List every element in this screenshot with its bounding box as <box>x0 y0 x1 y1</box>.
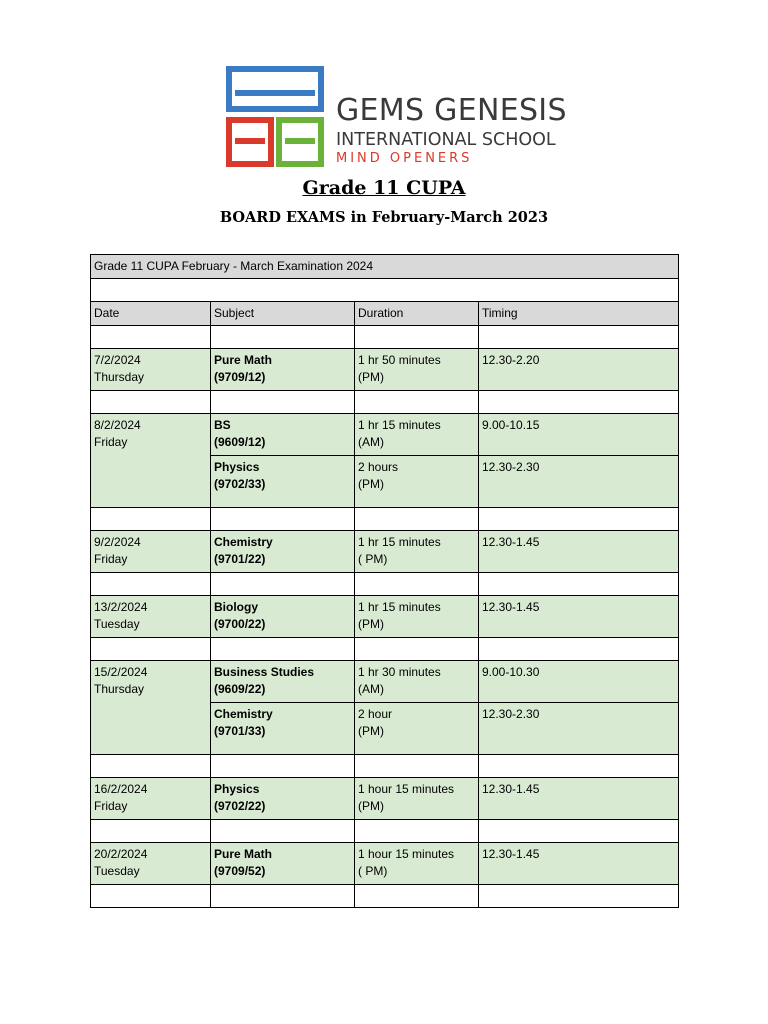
exam-duration-cell-text: 1 hr 15 minutes <box>358 418 441 432</box>
exam-timing-cell-text: 9.00-10.30 <box>482 665 540 679</box>
exam-duration-cell <box>354 777 479 820</box>
spacer-cell <box>90 390 211 414</box>
header-duration <box>354 301 479 326</box>
exam-date-cell <box>90 348 211 391</box>
exam-subject-cell-text: Pure Math <box>214 847 273 861</box>
exam-date-cell-text: 20/2/2024 <box>94 847 148 861</box>
exam-timing-cell <box>478 348 679 391</box>
exam-duration-cell <box>354 413 479 456</box>
exam-subject-cell-text: (9701/33) <box>214 724 266 738</box>
exam-timing-cell-text: 9.00-10.15 <box>482 418 540 432</box>
spacer-cell <box>210 819 355 843</box>
exam-date-cell <box>90 842 211 885</box>
exam-timing-cell-text: 12.30-2.20 <box>482 353 540 367</box>
spacer-cell <box>90 754 211 778</box>
exam-date-cell <box>90 530 211 573</box>
spacer-cell <box>478 819 679 843</box>
exam-duration-cell-text: 1 hr 30 minutes <box>358 665 441 679</box>
exam-timing-cell <box>478 413 679 456</box>
exam-timing-cell-text: 12.30-2.30 <box>482 707 540 721</box>
page-title: Grade 11 CUPA <box>302 177 466 199</box>
exam-date-cell-text: 16/2/2024 <box>94 782 148 796</box>
exam-duration-cell-text: ( PM) <box>358 864 388 878</box>
exam-subject-cell <box>210 702 355 755</box>
exam-date-cell-text: Tuesday <box>94 617 140 631</box>
school-logo <box>226 66 567 168</box>
exam-subject-cell <box>210 842 355 885</box>
exam-subject-cell-text: (9701/22) <box>214 552 266 566</box>
exam-timing-cell <box>478 702 679 755</box>
header-date-text: Date <box>94 306 120 320</box>
exam-duration-cell-text: (PM) <box>358 724 384 738</box>
exam-duration-cell-text: 2 hours <box>358 460 399 474</box>
spacer-cell <box>210 390 355 414</box>
exam-subject-cell <box>210 777 355 820</box>
exam-timing-cell <box>478 530 679 573</box>
exam-timing-cell <box>478 777 679 820</box>
spacer-cell <box>90 884 211 908</box>
exam-subject-cell-text: Pure Math <box>214 353 273 367</box>
exam-duration-cell-text: (PM) <box>358 799 384 813</box>
exam-timing-cell <box>478 595 679 638</box>
exam-subject-cell-text: (9709/52) <box>214 864 266 878</box>
header-duration-text: Duration <box>358 306 404 320</box>
spacer-cell <box>478 637 679 661</box>
logo-name: GEMS GENESIS <box>336 93 567 128</box>
exam-duration-cell-text: 1 hour 15 minutes <box>358 782 455 796</box>
exam-date-cell <box>90 595 211 638</box>
header-subject <box>210 301 355 326</box>
exam-subject-cell-text: Business Studies <box>214 665 315 679</box>
spacer-cell <box>210 507 355 531</box>
exam-subject-cell <box>210 660 355 703</box>
exam-duration-cell-text: 1 hr 15 minutes <box>358 600 441 614</box>
exam-subject-cell-text: (9709/12) <box>214 370 266 384</box>
spacer-cell <box>354 754 479 778</box>
logo-tagline: MIND OPENERS <box>336 151 473 166</box>
spacer-cell <box>90 819 211 843</box>
exam-subject-cell-text: Physics <box>214 460 260 474</box>
logo-mark-icon <box>226 66 326 168</box>
spacer-cell <box>478 390 679 414</box>
exam-subject-cell <box>210 595 355 638</box>
exam-duration-cell-text: 1 hour 15 minutes <box>358 847 455 861</box>
spacer-cell <box>354 884 479 908</box>
exam-duration-cell <box>354 702 479 755</box>
exam-subject-cell-text: Chemistry <box>214 707 273 721</box>
spacer-cell <box>90 325 211 349</box>
page-subtitle: BOARD EXAMS in February-March 2023 <box>219 209 549 226</box>
exam-date-cell <box>90 413 211 508</box>
exam-timing-cell-text: 12.30-1.45 <box>482 600 540 614</box>
spacer-cell <box>210 325 355 349</box>
exam-subject-cell-text: (9702/22) <box>214 799 266 813</box>
spacer-cell <box>354 507 479 531</box>
exam-timing-cell <box>478 842 679 885</box>
exam-timing-cell <box>478 660 679 703</box>
exam-subject-cell-text: (9702/33) <box>214 477 266 491</box>
exam-duration-cell <box>354 530 479 573</box>
exam-subject-cell <box>210 530 355 573</box>
header-date <box>90 301 211 326</box>
exam-subject-cell-text: Chemistry <box>214 535 273 549</box>
exam-date-cell-text: Thursday <box>94 682 145 696</box>
exam-timing-cell-text: 12.30-2.30 <box>482 460 540 474</box>
spacer-cell <box>354 390 479 414</box>
exam-schedule-table <box>90 254 678 920</box>
exam-duration-cell <box>354 842 479 885</box>
exam-subject-cell <box>210 413 355 456</box>
exam-duration-cell-text: (AM) <box>358 682 384 696</box>
exam-duration-cell-text: 2 hour <box>358 707 393 721</box>
exam-duration-cell-text: ( PM) <box>358 552 388 566</box>
header-timing-text: Timing <box>482 306 518 320</box>
exam-subject-cell-text: Physics <box>214 782 260 796</box>
header-subject-text: Subject <box>214 306 255 320</box>
spacer-cell <box>354 572 479 596</box>
table-caption <box>90 254 679 279</box>
spacer-cell <box>90 507 211 531</box>
table-caption-text: Grade 11 CUPA February - March Examination 2024 <box>94 259 374 273</box>
exam-date-cell-text: Friday <box>94 799 128 813</box>
exam-subject-cell-text: (9700/22) <box>214 617 266 631</box>
exam-date-cell-text: Thursday <box>94 370 145 384</box>
spacer-cell <box>478 754 679 778</box>
exam-duration-cell-text: (PM) <box>358 370 384 384</box>
exam-duration-cell <box>354 660 479 703</box>
spacer-cell <box>478 572 679 596</box>
exam-subject-cell-text: Biology <box>214 600 258 614</box>
spacer-cell <box>478 507 679 531</box>
spacer-cell <box>210 637 355 661</box>
exam-subject-cell-text: (9609/12) <box>214 435 266 449</box>
spacer-cell <box>210 572 355 596</box>
spacer-cell <box>210 754 355 778</box>
spacer-cell <box>210 884 355 908</box>
exam-duration-cell-text: (AM) <box>358 435 384 449</box>
exam-subject-cell <box>210 348 355 391</box>
spacer-cell <box>90 572 211 596</box>
exam-duration-cell <box>354 595 479 638</box>
exam-date-cell-text: Tuesday <box>94 864 140 878</box>
exam-timing-cell <box>478 455 679 508</box>
spacer-cell <box>354 325 479 349</box>
exam-subject-cell-text: (9609/22) <box>214 682 266 696</box>
exam-subject-cell <box>210 455 355 508</box>
exam-duration-cell-text: 1 hr 50 minutes <box>358 353 441 367</box>
exam-duration-cell-text: 1 hr 15 minutes <box>358 535 441 549</box>
exam-date-cell-text: 8/2/2024 <box>94 418 141 432</box>
header-timing <box>478 301 679 326</box>
spacer-cell <box>478 884 679 908</box>
exam-subject-cell-text: BS <box>214 418 231 432</box>
exam-date-cell-text: 15/2/2024 <box>94 665 148 679</box>
caption-spacer <box>90 278 679 302</box>
exam-timing-cell-text: 12.30-1.45 <box>482 847 540 861</box>
spacer-cell <box>90 637 211 661</box>
exam-duration-cell-text: (PM) <box>358 617 384 631</box>
spacer-cell <box>354 819 479 843</box>
exam-date-cell-text: 9/2/2024 <box>94 535 141 549</box>
exam-timing-cell-text: 12.30-1.45 <box>482 782 540 796</box>
exam-date-cell-text: Friday <box>94 435 128 449</box>
exam-date-cell <box>90 660 211 755</box>
spacer-cell <box>354 637 479 661</box>
exam-date-cell-text: 13/2/2024 <box>94 600 148 614</box>
exam-date-cell-text: 7/2/2024 <box>94 353 141 367</box>
exam-date-cell-text: Friday <box>94 552 128 566</box>
spacer-cell <box>478 325 679 349</box>
exam-duration-cell <box>354 348 479 391</box>
exam-date-cell <box>90 777 211 820</box>
exam-duration-cell <box>354 455 479 508</box>
exam-timing-cell-text: 12.30-1.45 <box>482 535 540 549</box>
exam-duration-cell-text: (PM) <box>358 477 384 491</box>
logo-subtitle: INTERNATIONAL SCHOOL <box>336 130 556 150</box>
